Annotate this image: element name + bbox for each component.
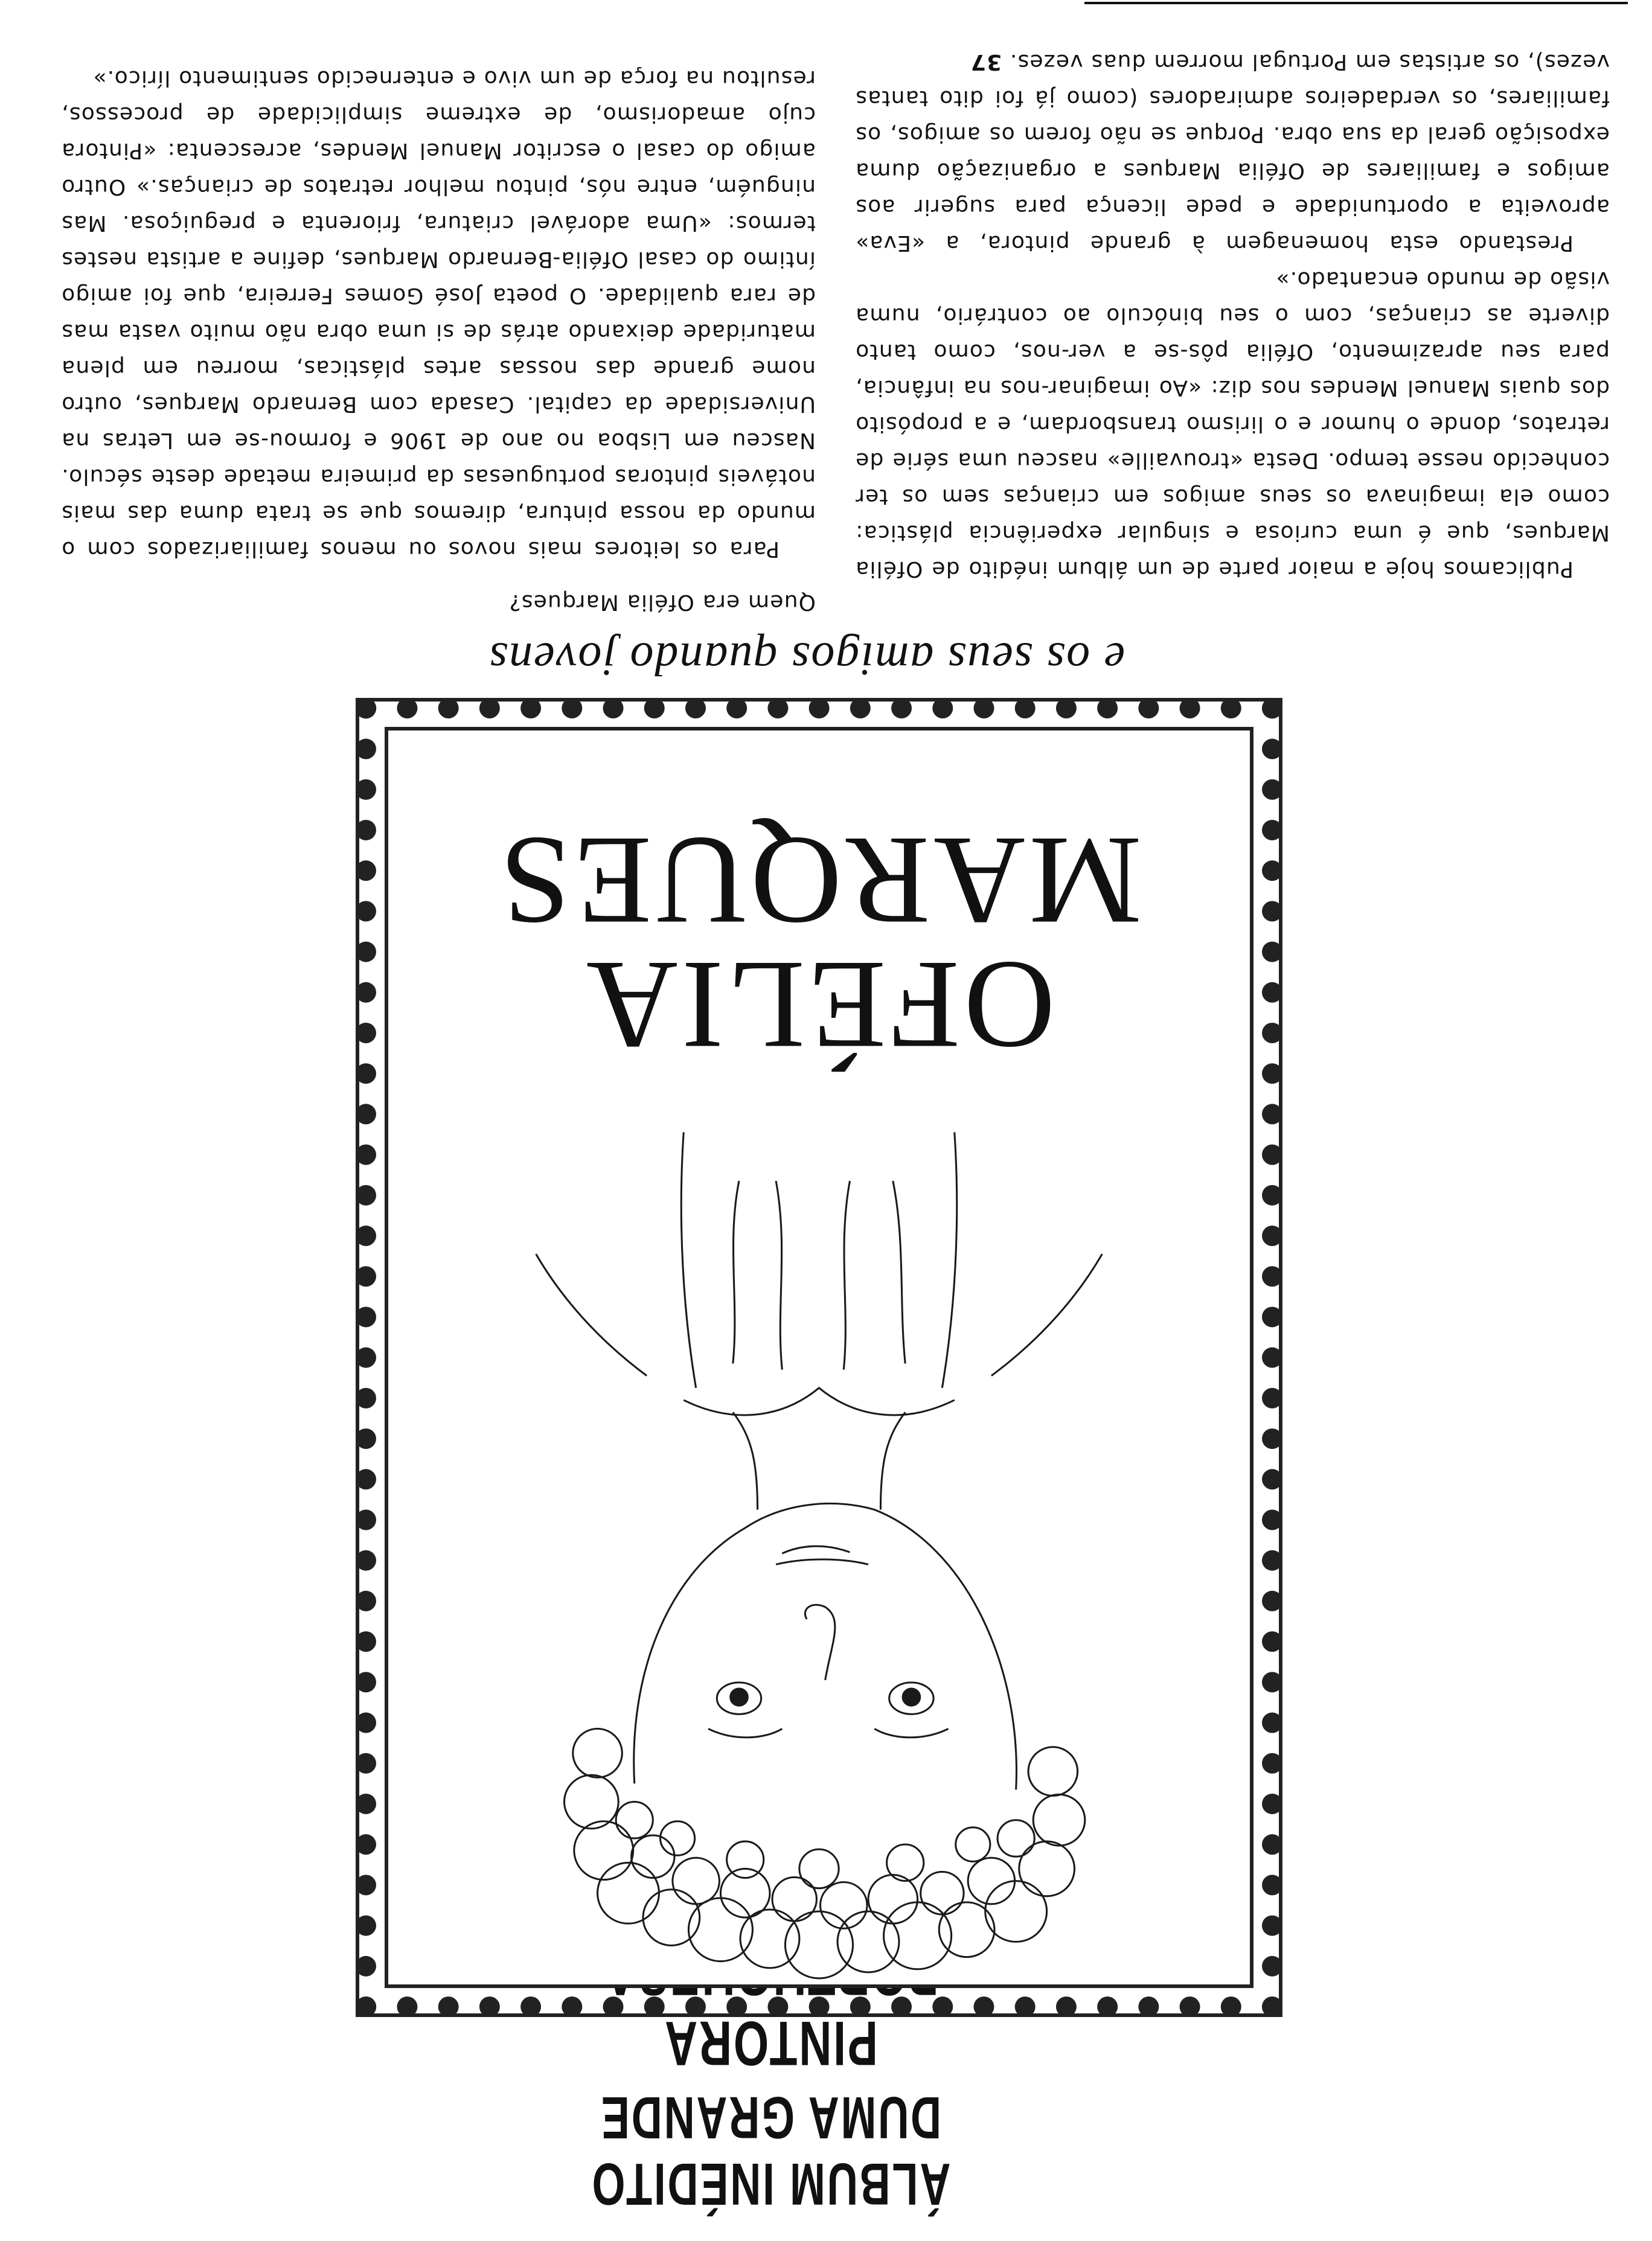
headline-line2: PINTORA — [663, 2008, 878, 2079]
article-question: Quem era Ofélia Marques? — [508, 590, 816, 615]
subtitle: e os seus amigos quando jovens — [488, 633, 1125, 686]
cover-illustration — [385, 727, 1253, 1988]
article-paragraph: Publicamos hoje a maior parte de um álbum inédito de Ofélia Marques, que é uma curiosa e singular experiência plástica: como ela imaginava os seus amigos em crianças sem os ter conhecido nesse tempo. Desta «trouvaille» nasceu uma série de retratos, donde o humor e o lirismo transbordam, e a propósito dos quais Manuel Mendes nos diz: «Ao imaginar-nos na infância, para seu aprazimento, Ofélia pôs-se a ver-nos, como tanto diverte as crianças, com o seu binóculo ao contrário, numa visão de mundo encantado.» — [855, 267, 1610, 581]
bottom-rule — [1084, 2, 1628, 4]
cover-name-last: MARQUES — [496, 811, 1142, 951]
article-paragraph: Para os leitores mais novos ou menos familiarizados com o mundo da nossa pintura, diremos que se trata duma das mais notáveis pintoras portuguesas da primeira metade deste século. Nasceu em Lisboa no ano de 1906 e formou-se em Letras na Universidade da capital. Casada com Bernardo Marques, outro nome grande das nossas artes plásticas, morreu em plena maturidade deixando atrás de si uma obra não muito vasta mas de rara qualidade. O poeta José Gomes Ferreira, que foi amigo íntimo do casal Ofélia-Bernardo Marques, define a artista nestes termos: «Uma adorável criatura, friorenta e preguiçosa. Mas ninguém, entre nós, pintou melhor retratos de crianças.» Outro amigo do casal o escritor Manuel Mendes, acrescenta: «Pintora cujo amadorismo, de extreme simplicidade de processos, resultou na força de um vivo e enternecido sentimento lírico.» — [61, 66, 816, 561]
hair-curls — [565, 1729, 1085, 1978]
article-column-right — [855, 43, 1610, 587]
article-column-left — [61, 60, 816, 620]
article-paragraph-text: Prestando esta homenagem à grande pintora, a «Eva» aproveita a oportunidade e pede licença para sugerir aos amigos e familiares de Ofélia Marques a organização duma exposição geral da sua obra. Porque se não forem os amigos, os familiares, os verdadeiros admiradores (como já foi dito tantas vezes), os artistas em Portugal morrem duas vezes. — [855, 50, 1610, 255]
headline-line1: ÁLBUM INÉDITO DUMA GRANDE — [590, 2085, 951, 2217]
cover-name-first: OFÉLIA — [583, 935, 1055, 1075]
page-number: 37 — [970, 50, 1002, 74]
ornamental-frame — [356, 698, 1282, 2017]
cover-name — [388, 811, 1250, 1075]
article-paragraph — [855, 43, 1610, 261]
